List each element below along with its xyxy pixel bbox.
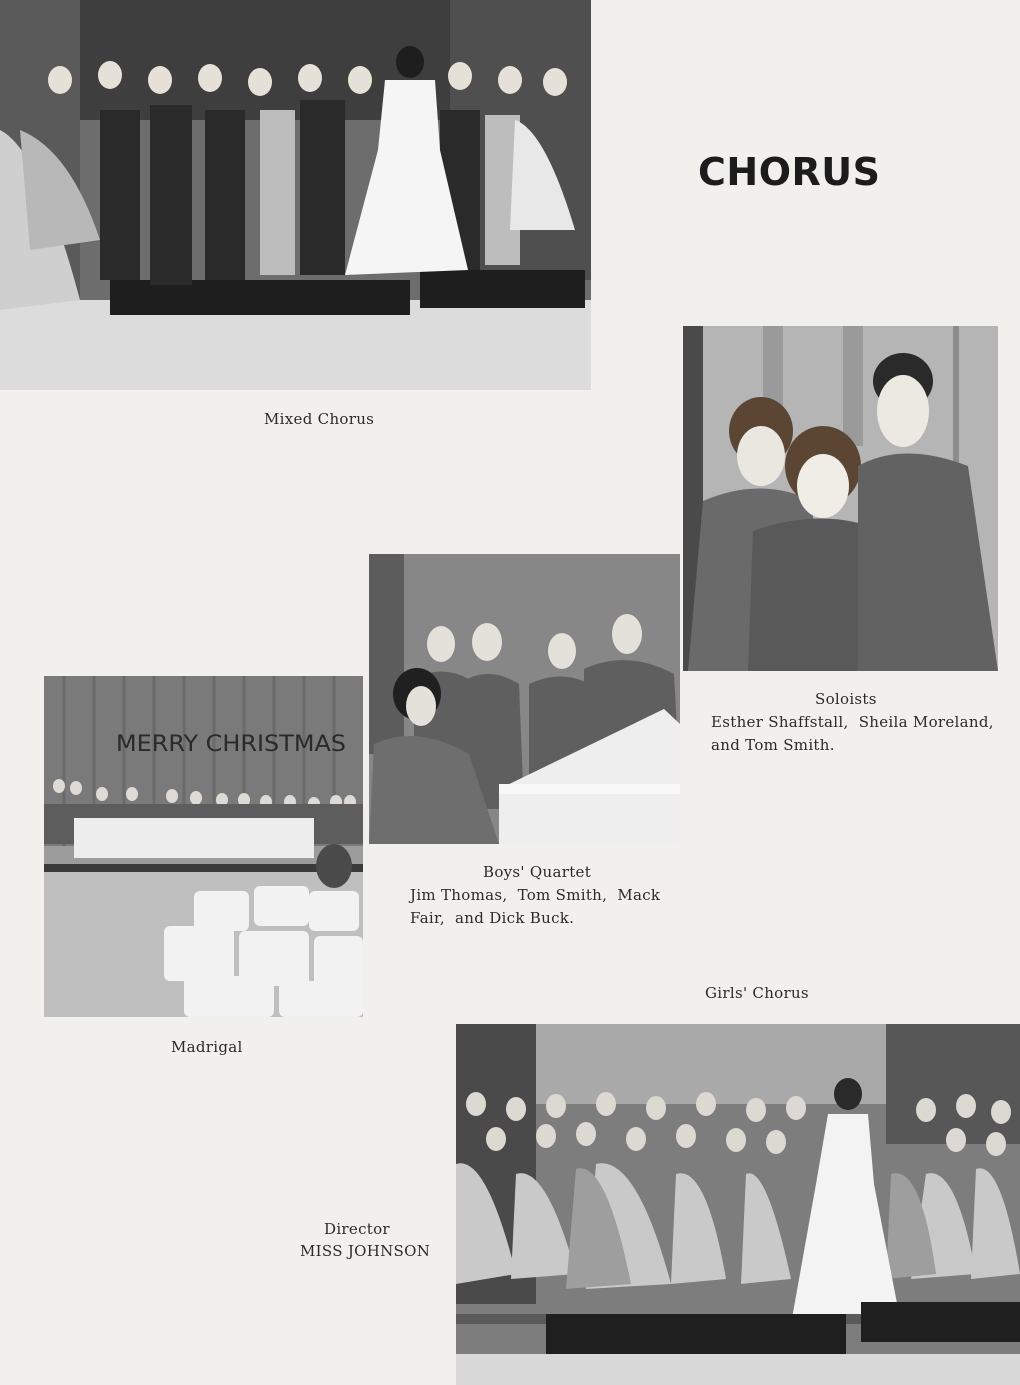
director-label: Director [324, 1220, 390, 1238]
girls-chorus-caption: Girls' Chorus [705, 984, 809, 1002]
mixed-chorus-photo [0, 0, 591, 390]
merry-christmas-banner: MERRY CHRISTMAS [116, 732, 346, 757]
director-name: MISS JOHNSON [300, 1242, 431, 1260]
madrigal-caption: Madrigal [171, 1038, 243, 1056]
boys-quartet-photo [369, 554, 680, 844]
soloists-names-line1: Esther Shaffstall, Sheila Moreland, [711, 713, 994, 731]
soloists-names-line2: and Tom Smith. [711, 736, 835, 754]
page-title: CHORUS [698, 150, 881, 194]
boys-quartet-names-line1: Jim Thomas, Tom Smith, Mack [410, 886, 661, 904]
soloists-photo [683, 326, 998, 671]
mixed-chorus-caption: Mixed Chorus [264, 410, 375, 428]
boys-quartet-caption: Boys' Quartet [483, 863, 592, 881]
boys-quartet-names-line2: Fair, and Dick Buck. [410, 909, 575, 927]
soloists-caption: Soloists [815, 690, 877, 708]
girls-chorus-photo [456, 1024, 1020, 1385]
madrigal-photo [44, 676, 363, 1017]
